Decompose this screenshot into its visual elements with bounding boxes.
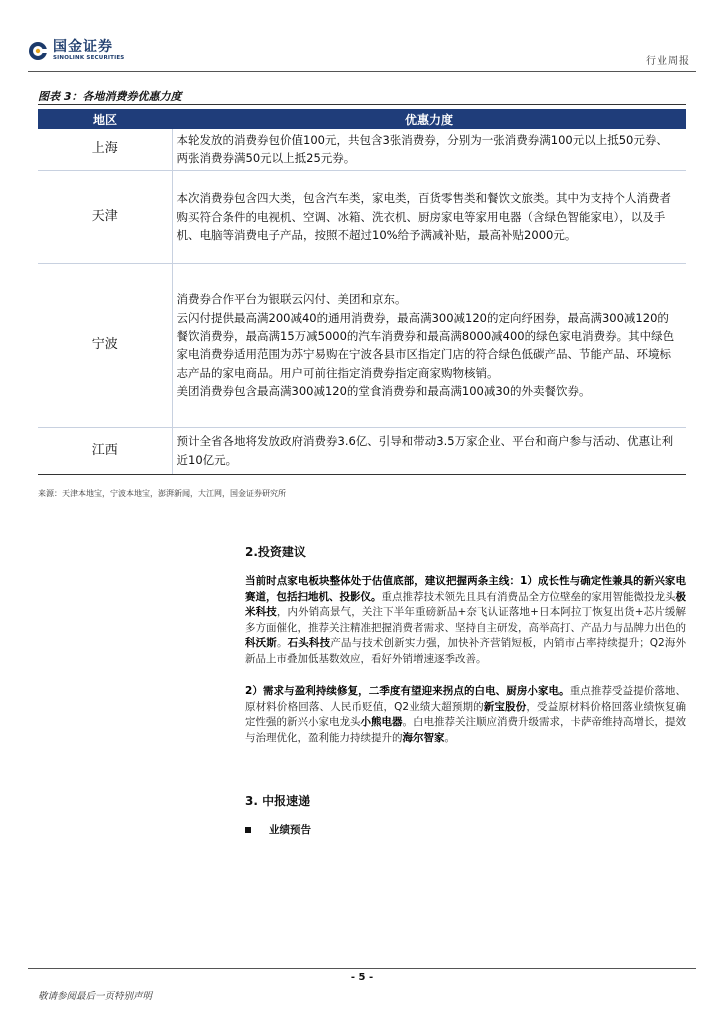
table-row <box>38 129 686 170</box>
p2-text-a: 重点推荐受益提价落地、原材料价格回落、人民币贬值，Q2业绩大超预期的 <box>245 685 686 713</box>
footer-divider <box>28 968 696 969</box>
p2-text-d: 。白电推荐关注顺应消费升级需求，卡萨帝维持高增长，提效与治理优化，盈利能力持续提升的 <box>245 716 686 744</box>
header-divider <box>28 71 696 72</box>
desc-cell <box>172 263 686 427</box>
figure-source: 来源：天津本地宝，宁波本地宝，澎湃新闻，大江网，国金证券研究所 <box>38 489 286 498</box>
p1-text-a: 重点推荐技术领先且具有消费品全方位壁垒的家用智能微投龙头 <box>381 590 676 603</box>
p2-stock-3: 海尔智家 <box>402 731 445 744</box>
p2-stock-2: 小熊电器 <box>360 716 403 729</box>
report-type: 行业周报 <box>646 56 690 67</box>
table-row <box>38 263 686 427</box>
col-header-desc: 优惠力度 <box>172 109 686 129</box>
section-2-heading: 2.投资建议 <box>245 545 306 559</box>
p2-lead: 2）需求与盈利持续修复，二季度有望迎来拐点的白电、厨房小家电。 <box>245 685 570 697</box>
logo-text-cn: 国金证券 <box>53 39 113 55</box>
col-header-region: 地区 <box>38 109 172 129</box>
bullet-label: 业绩预告 <box>269 824 311 836</box>
p1-stock-2: 科沃斯 <box>245 637 277 650</box>
investment-paragraph-1 <box>245 574 686 668</box>
desc-line: 消费券合作平台为银联云闪付、美团和京东。 <box>176 292 407 307</box>
region-cell: 上海 <box>38 129 172 170</box>
p1-text-d: 。 <box>276 637 288 650</box>
consumption-voucher-table <box>38 109 686 475</box>
investment-paragraph-2 <box>245 684 686 746</box>
p1-lead: 当前时点家电板块整体处于估值底部，建议把握两条主线：1）成长性与确定性兼具的新兴家电赛道，包括扫地机、投影仪。 <box>245 575 686 603</box>
desc-line: 云闪付提供最高满200减40的通用消费券，最高满300减120的定向纾困券，最高满300减120的餐饮消费券，最高满15万减5000的汽车消费券和最高满8000减400的绿色家电消费券。其中绿色家电消费券适用范围为苏宁易购在宁波各县市区指定门店的符合绿色低碳产品、节能产品、环境标志产品的家电商品。用户可前往指定消费券指定商家购物核销。 <box>176 310 675 380</box>
p2-text-c: ，受益原材料价格回落业绩恢复确定性强的新兴小家电龙头 <box>245 700 687 729</box>
p1-stock-1: 极米科技 <box>245 590 686 619</box>
p2-text-e: 。 <box>444 731 455 744</box>
p1-text-e: 产品与技术创新实力强，加快补齐营销短板，内销市占率持续提升；Q2海外新品上市叠加低基数效应，看好外销增速逐季改善。 <box>245 637 687 665</box>
desc-cell <box>172 129 686 170</box>
desc-line: 本次消费券包含四大类，包含汽车类，家电类，百货零售类和餐饮文旅类。其中为支持个人消费者购买符合条件的电视机、空调、冰箱、洗衣机、厨房家电等家用电器（含绿色智能家电），以及手机、电脑等消费电子产品，按照不超过10%给予满减补贴，最高补贴2000元。 <box>176 191 671 243</box>
region-cell: 宁波 <box>38 263 172 427</box>
table-row <box>38 170 686 263</box>
region-cell: 天津 <box>38 170 172 263</box>
sinolink-logo-icon <box>28 41 48 61</box>
desc-line: 美团消费券包含最高满300减120的堂食消费券和最高满100减30的外卖餐饮券。 <box>176 384 591 399</box>
section-3-heading: 3. 中报速递 <box>245 794 311 808</box>
desc-cell <box>172 170 686 263</box>
logo-text-en: SINOLINK SECURITIES <box>53 55 125 61</box>
figure-title-divider <box>38 104 686 105</box>
square-bullet-icon <box>245 827 251 833</box>
desc-line: 本轮发放的消费券包价值100元，共包含3张消费券，分别为一张消费券满100元以上抵50元券、两张消费券满50元以上抵25元券。 <box>176 133 668 166</box>
company-logo <box>28 40 124 62</box>
desc-line: 预计全省各地将发放政府消费券3.6亿、引导和带动3.5万家企业、平台和商户参与活动、优惠让利近10亿元。 <box>176 434 674 467</box>
figure-title: 图表 3：各地消费券优惠力度 <box>38 90 182 103</box>
region-cell: 江西 <box>38 427 172 474</box>
page-number: - 5 - <box>350 972 374 983</box>
desc-cell <box>172 427 686 474</box>
table-header-row <box>38 109 686 129</box>
p1-stock-3: 石头科技 <box>287 637 331 650</box>
footer-disclaimer: 敬请参阅最后一页特别声明 <box>38 991 153 1002</box>
bullet-item <box>245 822 311 837</box>
p1-text-c: ，内外销高景气，关注下半年重磅新品+奈飞认证落地+日本阿拉丁恢复出货+芯片缓解多方面催化，推荐关注精准把握消费者需求、坚持自主研发，高举高打、产品力与品牌力出色的 <box>245 606 686 634</box>
p2-stock-1: 新宝股份 <box>483 700 527 713</box>
table-row <box>38 427 686 474</box>
